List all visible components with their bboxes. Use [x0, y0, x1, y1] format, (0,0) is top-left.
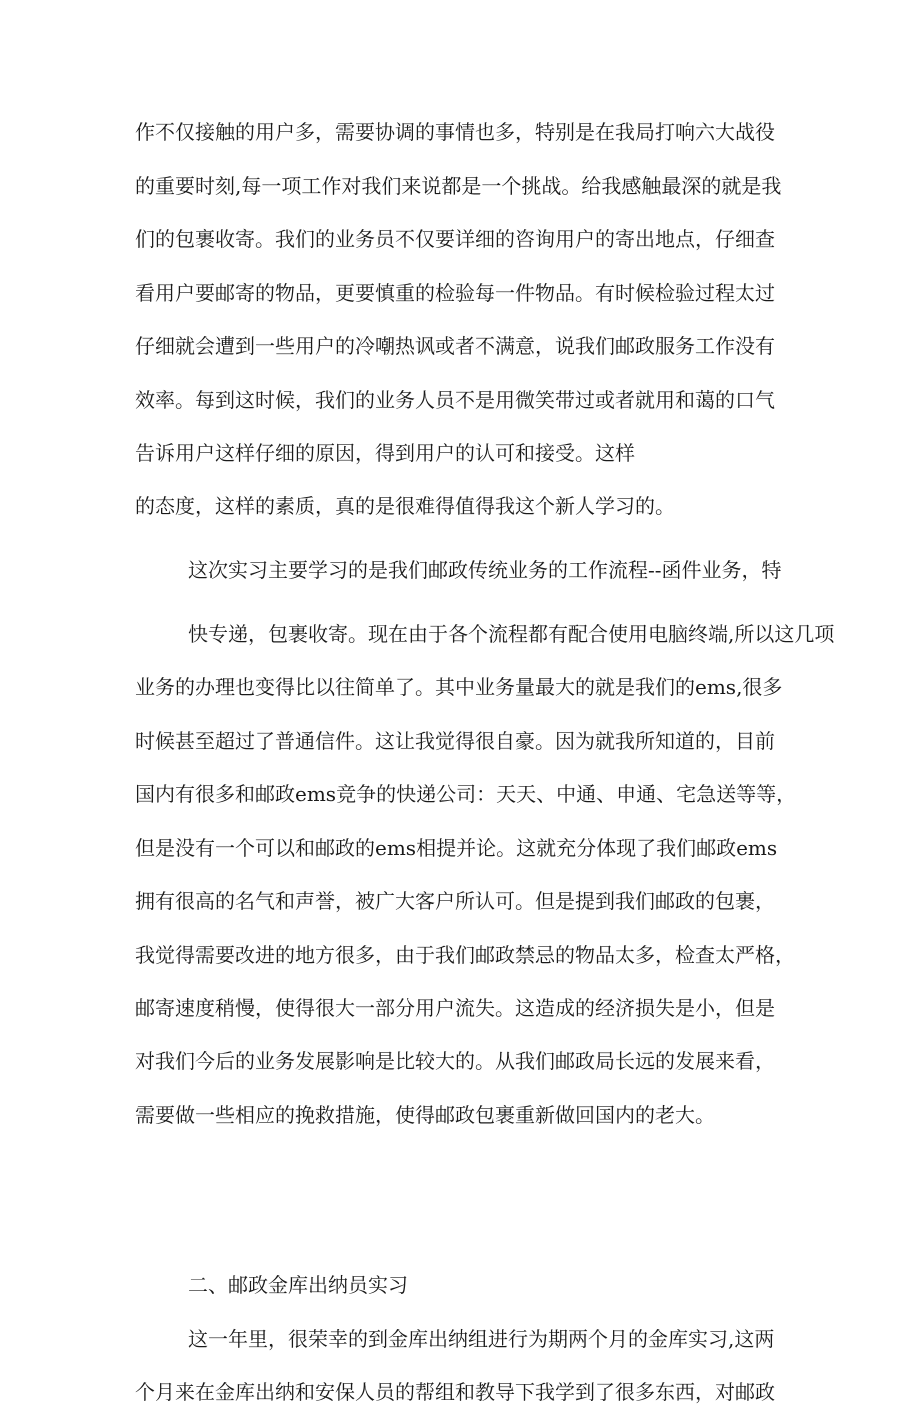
section-heading: 二、邮政金库出纳员实习 [188, 1273, 408, 1297]
paragraph-line: 这次实习主要学习的是我们邮政传统业务的工作流程--函件业务，特 [188, 558, 782, 582]
paragraph-line: 对我们今后的业务发展影响是比较大的。从我们邮政局长远的发展来看， [135, 1049, 775, 1073]
paragraph-line: 的态度，这样的素质，真的是很难得值得我这个新人学习的。 [135, 494, 675, 518]
paragraph-line: 我觉得需要改进的地方很多，由于我们邮政禁忌的物品太多，检查太严格， [135, 943, 795, 967]
paragraph-line: 看用户要邮寄的物品，更要慎重的检验每一件物品。有时候检验过程太过 [135, 281, 775, 305]
paragraph-line: 业务的办理也变得比以往简单了。其中业务量最大的就是我们的ems,很多 [135, 675, 783, 699]
paragraph-line: 们的包裹收寄。我们的业务员不仅要详细的咨询用户的寄出地点，仔细查 [135, 227, 775, 251]
paragraph-line: 快专递，包裹收寄。现在由于各个流程都有配合使用电脑终端,所以这几项 [188, 622, 835, 646]
paragraph-line: 仔细就会遭到一些用户的冷嘲热讽或者不满意，说我们邮政服务工作没有 [135, 334, 775, 358]
paragraph-line: 告诉用户这样仔细的原因，得到用户的认可和接受。这样 [135, 441, 635, 465]
paragraph-line: 拥有很高的名气和声誉，被广大客户所认可。但是提到我们邮政的包裹， [135, 889, 775, 913]
paragraph-line: 效率。每到这时候，我们的业务人员不是用微笑带过或者就用和蔼的口气 [135, 388, 775, 412]
paragraph-line: 这一年里，很荣幸的到金库出纳组进行为期两个月的金库实习,这两 [188, 1327, 775, 1351]
paragraph-line: 但是没有一个可以和邮政的ems相提并论。这就充分体现了我们邮政ems [135, 836, 778, 860]
paragraph-line: 个月来在金库出纳和安保人员的帮组和教导下我学到了很多东西，对邮政 [135, 1380, 775, 1404]
paragraph-line: 的重要时刻,每一项工作对我们来说都是一个挑战。给我感触最深的就是我 [135, 174, 782, 198]
paragraph-line: 邮寄速度稍慢，使得很大一部分用户流失。这造成的经济损失是小，但是 [135, 996, 775, 1020]
paragraph-line: 国内有很多和邮政ems竞争的快递公司：天天、中通、申通、宅急送等等， [135, 782, 797, 806]
paragraph-line: 作不仅接触的用户多，需要协调的事情也多，特别是在我局打响六大战役 [135, 120, 775, 144]
paragraph-line: 需要做一些相应的挽救措施，使得邮政包裹重新做回国内的老大。 [135, 1103, 715, 1127]
paragraph-line: 时候甚至超过了普通信件。这让我觉得很自豪。因为就我所知道的，目前 [135, 729, 775, 753]
